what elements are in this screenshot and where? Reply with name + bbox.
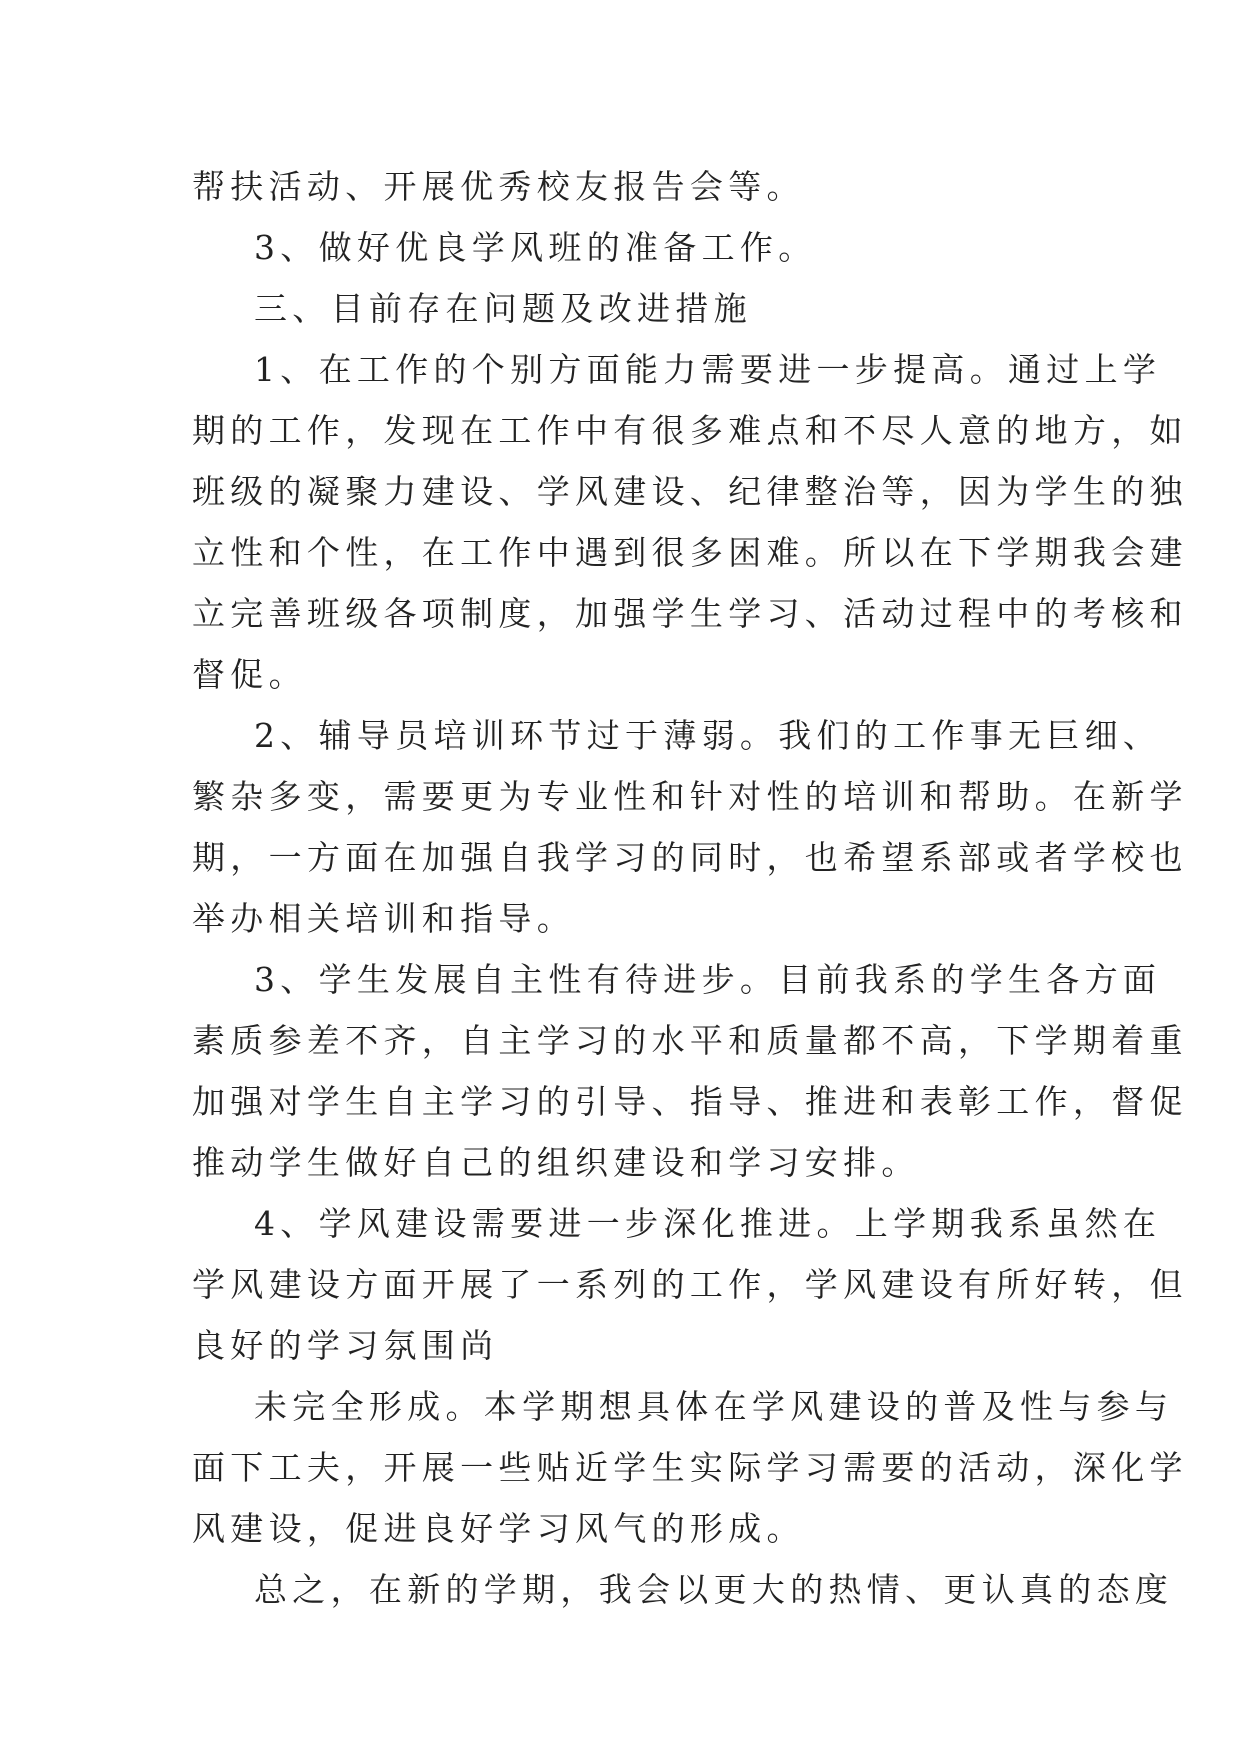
text-line: 立性和个性，在工作中遇到很多困难。所以在下学期我会建 [192,533,1188,572]
text-line: 立完善班级各项制度，加强学生学习、活动过程中的考核和 [192,594,1188,633]
text-line: 期的工作，发现在工作中有很多难点和不尽人意的地方，如 [192,411,1188,450]
text-line: 风建设，促进良好学习风气的形成。 [192,1509,805,1548]
text-line: 4、学风建设需要进一步深化推进。上学期我系虽然在 [254,1204,1162,1243]
text-line: 加强对学生自主学习的引导、指导、推进和表彰工作，督促 [192,1082,1188,1121]
text-line: 1、在工作的个别方面能力需要进一步提高。通过上学 [254,350,1162,389]
text-line: 班级的凝聚力建设、学风建设、纪律整治等，因为学生的独 [192,472,1188,511]
text-line: 学风建设方面开展了一系列的工作，学风建设有所好转，但 [192,1265,1188,1304]
text-line: 面下工夫，开展一些贴近学生实际学习需要的活动，深化学 [192,1448,1188,1487]
text-line: 三、目前存在问题及改进措施 [254,289,752,328]
text-line: 举办相关培训和指导。 [192,899,575,938]
text-line: 未完全形成。本学期想具体在学风建设的普及性与参与 [254,1387,1174,1426]
document-body [192,156,1188,1620]
text-line: 总之，在新的学期，我会以更大的热情、更认真的态度 [254,1570,1174,1609]
text-line: 繁杂多变，需要更为专业性和针对性的培训和帮助。在新学 [192,777,1188,816]
text-line: 素质参差不齐，自主学习的水平和质量都不高，下学期着重 [192,1021,1188,1060]
text-line: 帮扶活动、开展优秀校友报告会等。 [192,167,805,206]
text-line: 3、做好优良学风班的准备工作。 [254,228,817,267]
text-line: 督促。 [192,655,307,694]
text-line: 良好的学习氛围尚 [192,1326,499,1365]
text-line: 2、辅导员培训环节过于薄弱。我们的工作事无巨细、 [254,716,1162,755]
text-line: 3、学生发展自主性有待进步。目前我系的学生各方面 [254,960,1162,999]
text-line: 推动学生做好自己的组织建设和学习安排。 [192,1143,920,1182]
text-line: 期，一方面在加强自我学习的同时，也希望系部或者学校也 [192,838,1188,877]
